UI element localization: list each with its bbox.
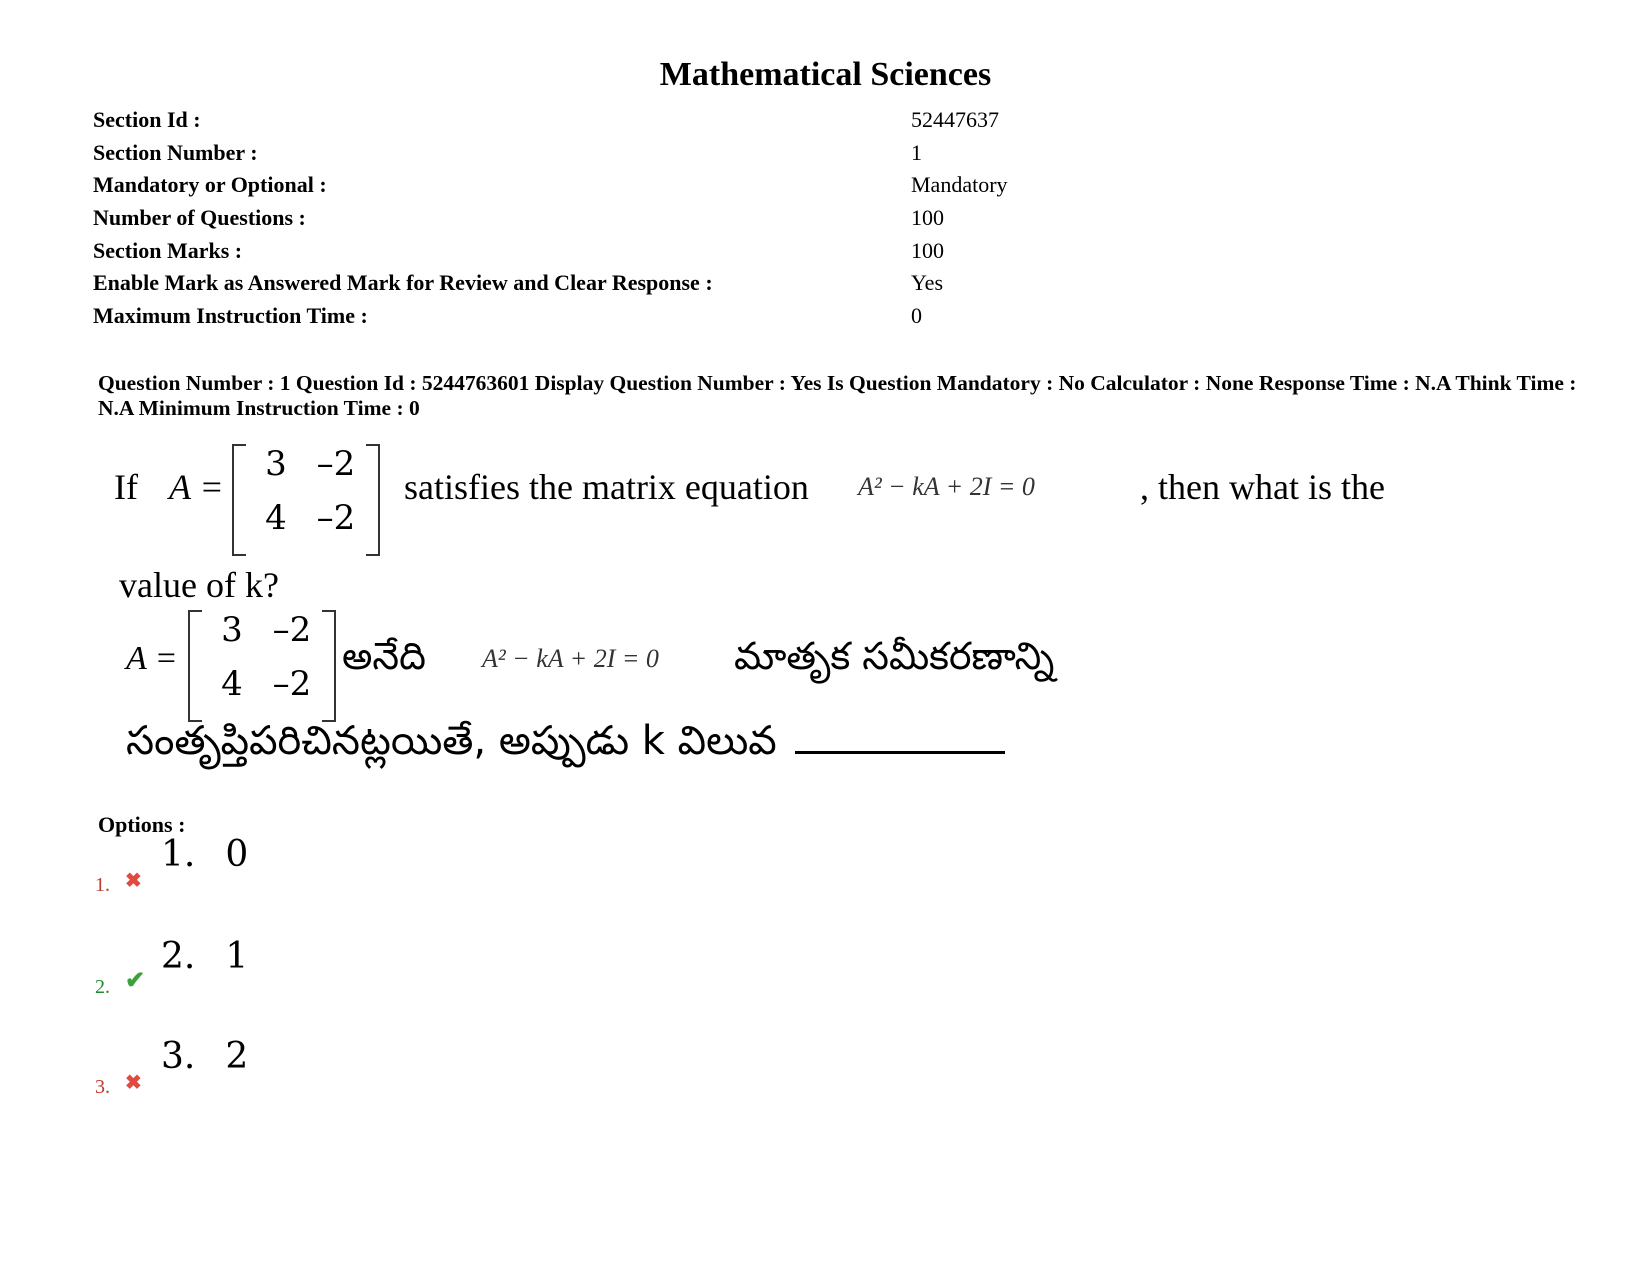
question-header: Question Number : 1 Question Id : 5244763601 Display Question Number : Yes Is Question Mandatory : No Calculator : None Response Time : N.A Think Time : N.A Minimum Instruction Time : 0 [98, 371, 1577, 420]
matrix-cell: 4 [221, 664, 243, 704]
section-info-row [93, 202, 1493, 235]
num-questions-value: 100 [911, 205, 944, 231]
option-3[interactable] [95, 1036, 495, 1096]
option-text [161, 1036, 278, 1077]
matrix-bracket-left [188, 610, 202, 722]
section-info-row [93, 169, 1493, 202]
cross-icon: ✖ [125, 870, 142, 892]
matrix-english [246, 444, 366, 538]
cross-icon: ✖ [125, 1072, 142, 1094]
telugu-text-1: అనేది [342, 634, 426, 678]
option-text-number: 1. [161, 834, 196, 875]
mark-review-value: Yes [911, 270, 944, 296]
matrix-equation: A² − kA + 2I = 0 [858, 472, 1035, 501]
option-text-number: 2. [161, 936, 196, 977]
matrix-cell: 3 [221, 610, 243, 650]
section-number-value: 1 [911, 139, 922, 165]
section-info-table [93, 104, 1493, 333]
matrix-equation-telugu: A² − kA + 2I = 0 [482, 644, 659, 673]
option-text [161, 936, 278, 977]
matrix-row [246, 498, 366, 538]
matrix-cell: –2 [316, 444, 356, 484]
matrix-row [202, 610, 322, 650]
telugu-text-2: మాతృక సమీకరణాన్ని [734, 634, 1055, 678]
checkmark-icon: ✔ [125, 968, 146, 994]
mandatory-label: Mandatory or Optional : [93, 172, 327, 198]
option-2[interactable] [95, 936, 495, 996]
matrix-row [202, 664, 322, 704]
section-info-row [93, 137, 1493, 170]
section-id-label: Section Id : [93, 107, 201, 132]
matrix-cell: 3 [265, 444, 287, 484]
section-info-row [93, 104, 1493, 137]
section-info-row [93, 300, 1493, 333]
section-marks-label: Section Marks : [93, 237, 243, 263]
matrix-cell: –2 [272, 610, 312, 650]
matrix-bracket-left [232, 444, 246, 556]
option-text-value: 2 [225, 1036, 249, 1077]
telugu-text-3: సంతృప్తిపరిచినట్లయితే, అప్పుడు k విలువ [126, 718, 777, 764]
matrix-cell: 4 [265, 498, 287, 538]
matrix-variable: A = [169, 467, 224, 507]
section-info-row [93, 267, 1493, 300]
option-text-number: 3. [161, 1036, 196, 1077]
num-questions-label: Number of Questions : [93, 205, 306, 231]
option-text-value: 0 [225, 834, 249, 875]
question-text-2: , then what is the [1140, 467, 1385, 507]
section-title: Mathematical Sciences [659, 56, 992, 93]
matrix-bracket-right [366, 444, 380, 556]
option-number: 3. [95, 1076, 110, 1098]
mark-review-label: Enable Mark as Answered Mark for Review and Clear Response : [93, 270, 713, 296]
options-label: Options : [98, 812, 186, 837]
telugu-line-2 [126, 718, 1005, 774]
matrix-telugu [202, 610, 322, 704]
section-info-row [93, 235, 1493, 268]
option-1[interactable] [95, 834, 495, 894]
section-marks-value: 100 [911, 237, 944, 263]
answer-blank [795, 751, 1005, 754]
matrix-row [246, 444, 366, 484]
section-number-label: Section Number : [93, 139, 258, 165]
option-number: 2. [95, 976, 110, 998]
max-instruction-time-label: Maximum Instruction Time : [93, 303, 368, 329]
option-text [161, 834, 278, 875]
section-id-value: 52447637 [911, 107, 999, 132]
mandatory-value: Mandatory [911, 172, 1008, 198]
matrix-bracket-right [322, 610, 336, 722]
option-text-value: 1 [225, 936, 249, 977]
matrix-cell: –2 [272, 664, 312, 704]
option-number: 1. [95, 874, 110, 896]
matrix-variable-telugu: A = [126, 640, 178, 677]
max-instruction-time-value: 0 [911, 303, 922, 329]
question-if: If [114, 467, 138, 507]
question-text-3: value of k? [119, 565, 279, 605]
question-telugu [126, 610, 1226, 720]
matrix-cell: –2 [316, 498, 356, 538]
question-text-1: satisfies the matrix equation [404, 467, 809, 507]
